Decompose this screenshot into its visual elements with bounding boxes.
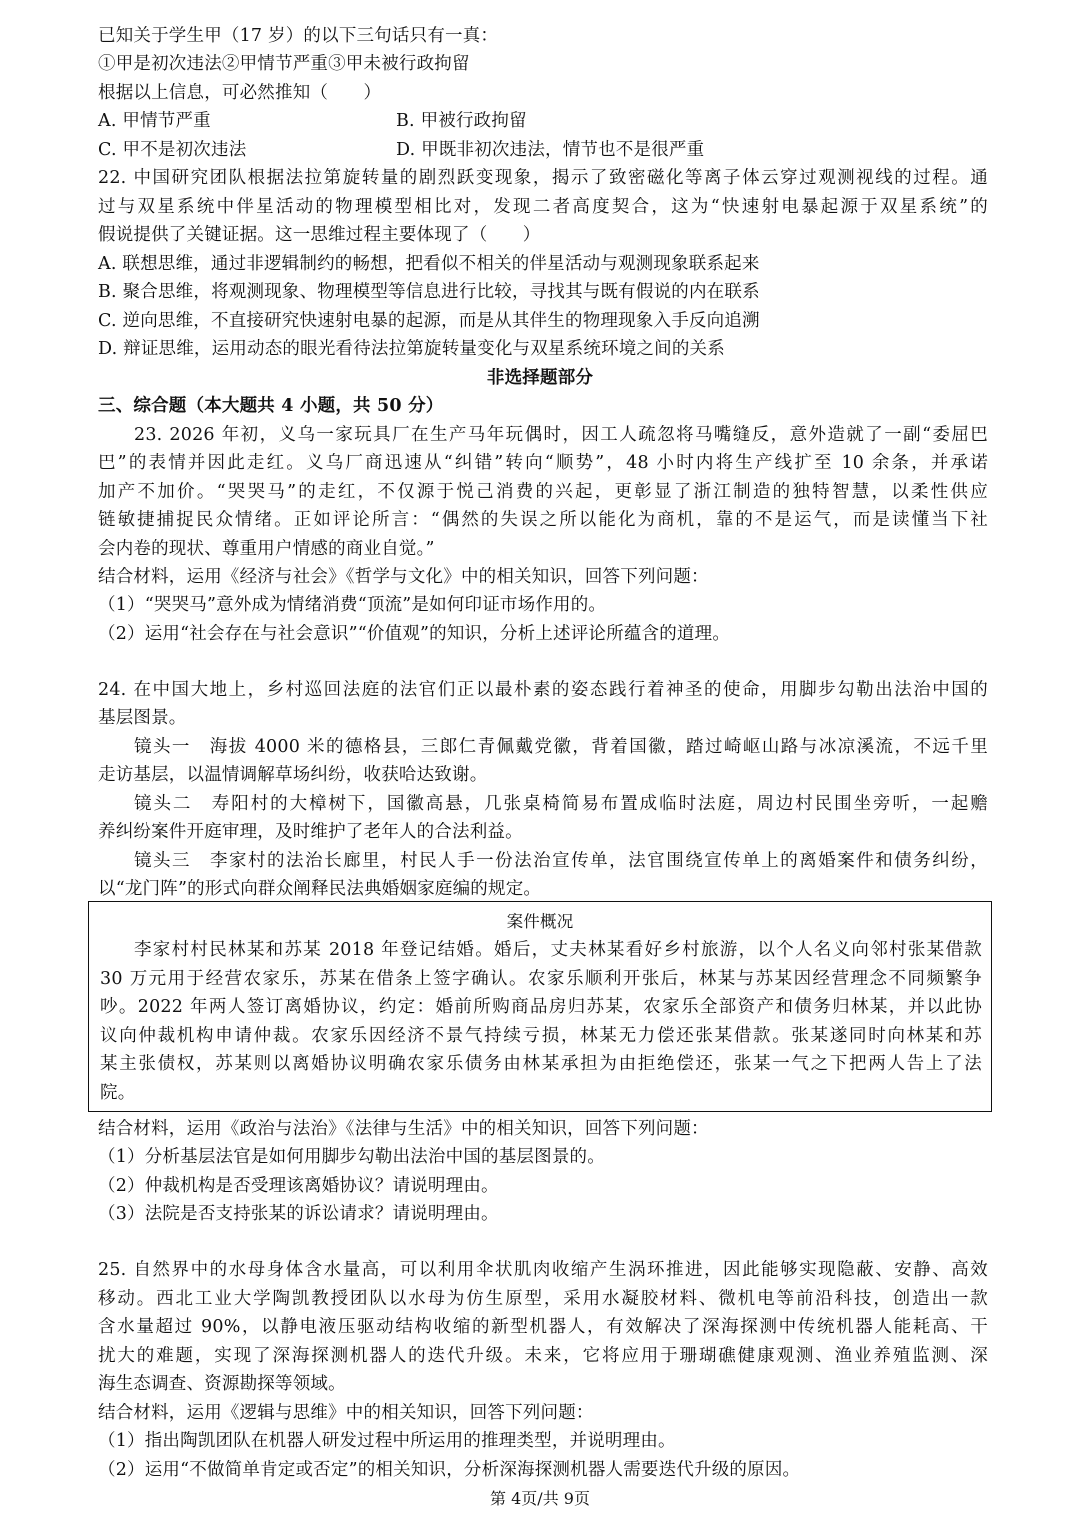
q23-line-1: 23. 2026 年初，义乌一家玩具厂在生产马年玩偶时，因工人疏忽将马嘴缝反，意外造就了一副“委屈巴 [134, 425, 988, 445]
q24-sub-1: （1）分析基层法官是如何用脚步勾勒出法治中国的基层图景的。 [98, 1147, 605, 1167]
q21-option-d: D. 甲既非初次违法，情节也不是很严重 [396, 140, 705, 160]
q21-statements: ①甲是初次违法②甲情节严重③甲未被行政拘留 [98, 54, 470, 74]
q22-line-3: 假说提供了关键证据。这一思维过程主要体现了（ ） [98, 225, 541, 245]
q21-option-a: A. 甲情节严重 [98, 111, 211, 131]
q24-shot-3-line-1: 镜头三 李家村的法治长廊里，村民人手一份法治宣传单，法官围绕宣传单上的离婚案件和债务纠纷， [134, 851, 988, 871]
q24-shot-1-line-2: 走访基层，以温情调解草场纠纷，收获哈达致谢。 [98, 765, 488, 785]
q21-options-row-1 [98, 107, 988, 136]
q23-line-3: 加产不加价。“哭哭马”的走红，不仅源于悦己消费的兴起，更彰显了浙江制造的独特智慧，以柔性供应 [98, 482, 988, 502]
q24-sub-2: （2）仲裁机构是否受理该离婚协议？请说明理由。 [98, 1176, 499, 1196]
page-number: 第 4页/共 9页 [490, 1489, 590, 1508]
case-line-1: 李家村村民林某和苏某 2018 年登记结婚。婚后，丈夫林某看好乡村旅游，以个人名义向邻村张某借款 [134, 940, 982, 960]
q25-line-5: 海生态调查、资源勘探等领域。 [98, 1374, 346, 1394]
q22-option-b: B. 聚合思维，将观测现象、物理模型等信息进行比较，寻找其与既有假说的内在联系 [98, 282, 760, 302]
q21-options-row-2 [98, 136, 988, 165]
q23-sub-1: （1）“哭哭马”意外成为情绪消费“顶流”是如何印证市场作用的。 [98, 595, 607, 615]
q23-line-5: 会内卷的现状、尊重用户情感的商业自觉。” [98, 539, 435, 559]
q25-sub-1: （1）指出陶凯团队在机器人研发过程中所运用的推理类型，并说明理由。 [98, 1431, 676, 1451]
q23-instruction: 结合材料，运用《经济与社会》《哲学与文化》中的相关知识，回答下列问题： [98, 567, 709, 587]
q24-shot-3-line-2: 以“龙门阵”的形式向群众阐释民法典婚姻家庭编的规定。 [98, 879, 542, 899]
q23-sub-2: （2）运用“社会存在与社会意识”“价值观”的知识，分析上述评论所蕴含的道理。 [98, 624, 731, 644]
q22-option-a: A. 联想思维，通过非逻辑制约的畅想，把看似不相关的伴星活动与观测现象联系起来 [98, 254, 760, 274]
q25-line-2: 移动。西北工业大学陶凯教授团队以水母为仿生原型，采用水凝胶材料、微机电等前沿科技，创造出一款 [98, 1289, 988, 1309]
q22-option-d: D. 辩证思维，运用动态的眼光看待法拉第旋转量变化与双星系统环境之间的关系 [98, 339, 725, 359]
case-line-5: 某主张债权，苏某则以离婚协议明确农家乐债务由林某承担为由拒绝偿还，张某一气之下把两人告上了法 [100, 1054, 982, 1074]
q24-shot-2-line-2: 养纠纷案件开庭审理，及时维护了老年人的合法利益。 [98, 822, 523, 842]
q22-line-1: 22. 中国研究团队根据法拉第旋转量的剧烈跃变现象，揭示了致密磁化等离子体云穿过观测视线的过程。通 [98, 168, 988, 188]
q23-line-4: 链敏捷捕捉民众情绪。正如评论所言：“偶然的失误之所以能化为商机，靠的不是运气，而是读懂当下社 [98, 510, 988, 530]
q24-intro-1: 24. 在中国大地上，乡村巡回法庭的法官们正以最朴素的姿态践行着神圣的使命，用脚步勾勒出法治中国的 [98, 680, 988, 700]
case-line-4: 议向仲裁机构申请仲裁。农家乐因经济不景气持续亏损，林某无力偿还张某借款。张某遂同时向林某和苏 [100, 1026, 982, 1046]
part-title: 非选择题部分 [486, 368, 594, 388]
q23-line-2: 巴”的表情并因此走红。义乌厂商迅速从“纠错”转向“顺势”，48 小时内将生产线扩至 10 余条，并承诺 [98, 453, 988, 473]
q25-sub-2: （2）运用“不做简单肯定或否定”的相关知识，分析深海探测机器人需要迭代升级的原因。 [98, 1460, 801, 1480]
q24-instruction: 结合材料，运用《政治与法治》《法律与生活》中的相关知识，回答下列问题： [98, 1119, 709, 1139]
q21-stem: 根据以上信息，可必然推知（ ） [98, 83, 382, 103]
q21-option-b: B. 甲被行政拘留 [396, 111, 527, 131]
case-line-6: 院。 [100, 1083, 136, 1103]
q24-shot-1-line-1: 镜头一 海拔 4000 米的德格县，三郎仁青佩戴党徽，背着国徽，踏过崎岖山路与冰凉溪流，不远千里 [134, 737, 988, 757]
q22-option-c: C. 逆向思维，不直接研究快速射电暴的起源，而是从其伴生的物理现象入手反向追溯 [98, 311, 760, 331]
q25-line-4: 扰大的难题，实现了深海探测机器人的迭代升级。未来，它将应用于珊瑚礁健康观测、渔业养殖监测、深 [98, 1346, 988, 1366]
q25-instruction: 结合材料，运用《逻辑与思维》中的相关知识，回答下列问题： [98, 1403, 594, 1423]
case-line-2: 30 万元用于经营农家乐，苏某在借条上签字确认。农家乐顺利开张后，林某与苏某因经营理念不同频繁争 [100, 969, 982, 989]
q24-intro-2: 基层图景。 [98, 708, 187, 728]
q24-sub-3: （3）法院是否支持张某的诉讼请求？请说明理由。 [98, 1204, 499, 1224]
q22-line-2: 过与双星系统中伴星活动的物理模型相比对，发现二者高度契合，这为“快速射电暴起源于双星系统”的 [98, 197, 988, 217]
q25-line-3: 含水量超过 90%，以静电液压驱动结构收缩的新型机器人，有效解决了深海探测中传统机器人能耗高、干 [98, 1317, 988, 1337]
case-title: 案件概况 [506, 912, 574, 931]
case-line-3: 吵。2022 年两人签订离婚协议，约定：婚前所购商品房归苏某，农家乐全部资产和债务归林某，并以此协 [100, 997, 982, 1017]
q24-shot-2-line-1: 镜头二 寿阳村的大樟树下，国徽高悬，几张桌椅简易布置成临时法庭，周边村民围坐旁听，一起赡 [134, 794, 988, 814]
q25-line-1: 25. 自然界中的水母身体含水量高，可以利用伞状肌肉收缩产生涡环推进，因此能够实现隐蔽、安静、高效 [98, 1260, 988, 1280]
q21-option-c: C. 甲不是初次违法 [98, 140, 247, 160]
q21-premise: 已知关于学生甲（17 岁）的以下三句话只有一真： [98, 26, 499, 46]
section-heading: 三、综合题（本大题共 4 小题，共 50 分） [98, 396, 444, 416]
